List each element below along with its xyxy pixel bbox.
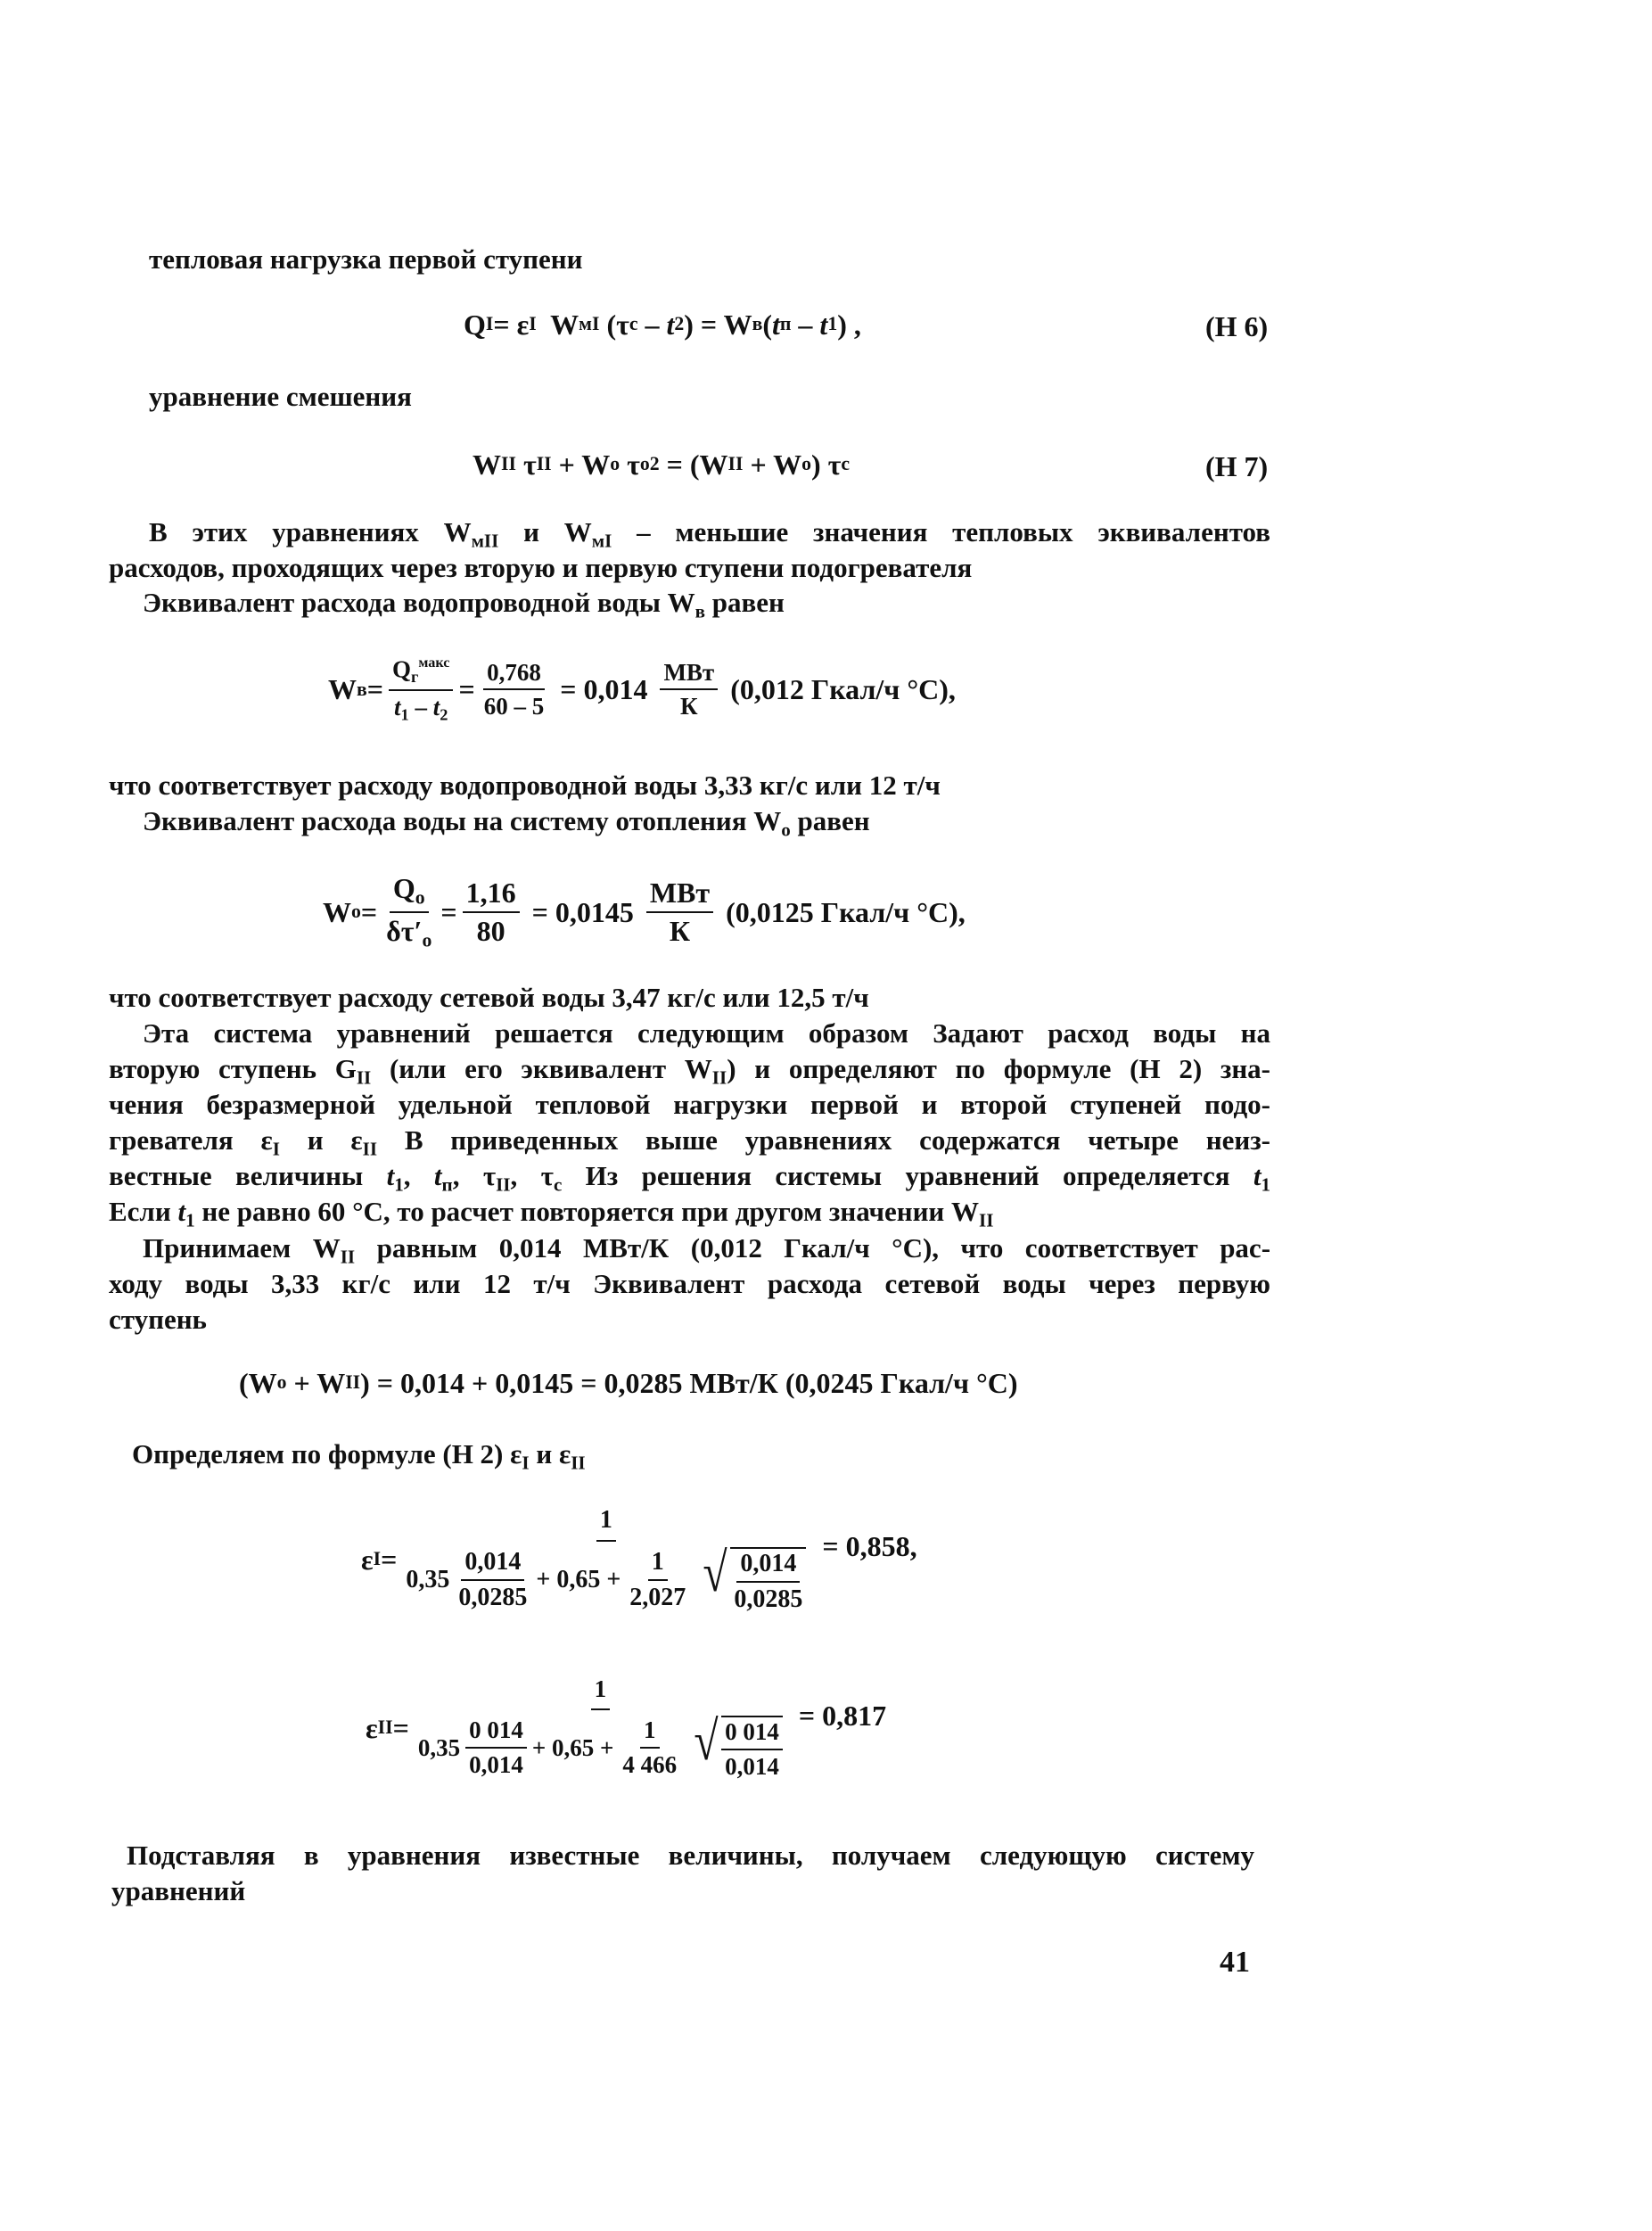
- text: равным 0,014 МВт/К (0,012 Гкал/ч °С), что соответствует рас-: [355, 1232, 1271, 1264]
- eq-part: = 0,817: [791, 1700, 887, 1732]
- eq-part: δτ′: [386, 915, 423, 948]
- eq-part: = ε: [493, 309, 530, 341]
- fraction: [389, 655, 453, 724]
- eq-sub: о: [610, 453, 621, 475]
- eq-part: (W: [239, 1367, 277, 1399]
- text-line: [149, 380, 412, 413]
- eq-part: К: [680, 693, 698, 720]
- text-line: [143, 1231, 1270, 1269]
- eq-sub: 1: [827, 313, 838, 335]
- eq-part: 1: [648, 1549, 668, 1580]
- text-sub: II: [340, 1246, 356, 1268]
- text: ) и определяют по формуле (Н 2) зна-: [727, 1053, 1271, 1084]
- equation-wv: W в = $\frac{Q_г^{макс}}{t_1 - t_2}$ = $\frac{0,768}{60 - 5}$ = 0,014 $\frac{\text{МВт}}{К}$ (0,012 Гкал/ч °С),: [328, 654, 956, 724]
- eq-sub: п: [779, 313, 792, 335]
- eq-var: t: [666, 309, 675, 341]
- eq-part: τ: [515, 449, 537, 481]
- eq-part: ) τ: [811, 449, 842, 481]
- eq-part: =: [392, 1711, 409, 1744]
- eq-part: –: [791, 309, 820, 341]
- text: Эквивалент расхода водопроводной воды W: [143, 587, 695, 618]
- text-sub: II: [979, 1209, 994, 1231]
- eq-sub: о2: [639, 453, 660, 475]
- page-number: 41: [1220, 1946, 1250, 1979]
- eq-part: W: [536, 309, 579, 341]
- eq-part: + 0,65 +: [531, 1733, 614, 1761]
- eq-sub: 2: [440, 705, 448, 724]
- eq-part: ε: [366, 1711, 378, 1744]
- eq-sub: мI: [579, 313, 600, 335]
- eq-part: (0,012 Гкал/ч °С),: [723, 673, 956, 706]
- text: – меньшие значения тепловых эквивалентов: [612, 516, 1270, 547]
- text-sub: II: [571, 1452, 586, 1474]
- equation-h6: [464, 310, 861, 339]
- eq-part: 0 014: [465, 1717, 527, 1748]
- text: гревателя ε: [109, 1124, 273, 1156]
- eq-sub: г: [411, 667, 419, 686]
- eq-sub: о: [351, 901, 361, 923]
- eq-part: = 0,014: [553, 673, 655, 706]
- text: Определяем по формуле (Н 2) ε: [132, 1438, 522, 1469]
- eq-part: =: [360, 896, 378, 929]
- eq-part: 0,0285: [458, 1583, 528, 1611]
- eq-part: τ: [620, 449, 640, 481]
- equation-eps2: [366, 1676, 886, 1779]
- eq-part: + W: [743, 449, 802, 481]
- eq-part: = 0,0145: [524, 896, 641, 929]
- eq-part: ) = 0,014 + 0,0145 = 0,0285 МВт/К (0,0245 Гкал/ч °С): [360, 1367, 1018, 1399]
- eq-sub: о: [422, 929, 432, 951]
- text: расходов, проходящих через вторую и первую ступени подогревателя: [109, 552, 973, 583]
- eq-part: ) ,: [837, 309, 861, 341]
- text: ,: [510, 1160, 541, 1191]
- eq-part: W: [328, 673, 357, 706]
- text: Эта система уравнений решается следующим образом Задают расход воды на: [143, 1017, 1270, 1049]
- fraction: [415, 1676, 786, 1779]
- fraction: [481, 660, 548, 720]
- fraction: [465, 1717, 527, 1777]
- text: ступень: [109, 1304, 207, 1335]
- fraction: [619, 1717, 680, 1777]
- text-line: [111, 1874, 245, 1907]
- text-sub: мII: [471, 530, 499, 552]
- eq-var: t: [394, 694, 401, 721]
- eq-sub: I: [373, 1548, 382, 1570]
- text-line: [109, 551, 972, 584]
- text-var: t: [177, 1196, 186, 1227]
- eq-part: 0,014: [461, 1549, 524, 1580]
- eq-part: К: [669, 915, 691, 948]
- fraction: [626, 1549, 689, 1610]
- text-line: [109, 1088, 1270, 1121]
- eq-part: МВт: [646, 878, 713, 914]
- eq-part: Q: [391, 655, 411, 683]
- eq-part: 0,0285: [734, 1585, 803, 1613]
- eq-part: 1: [591, 1676, 611, 1710]
- fraction: [721, 1719, 783, 1779]
- eq-sub: I: [485, 313, 494, 335]
- eq-part: =: [381, 1544, 398, 1577]
- eq-part: W: [473, 449, 501, 481]
- text-line: [149, 243, 583, 276]
- eq-part: 0,35: [417, 1733, 461, 1761]
- eq-sub: 2: [674, 313, 685, 335]
- text: ходу воды 3,33 кг/с или 12 т/ч Эквивалент расхода сетевой воды через первую: [109, 1268, 1270, 1299]
- eq-sub: с: [841, 453, 851, 475]
- fraction: [463, 878, 520, 947]
- text-line: [109, 1159, 1270, 1197]
- text-sub: I: [522, 1452, 530, 1474]
- text: ,: [452, 1160, 483, 1191]
- text-line: [109, 1267, 1270, 1300]
- eq-part: (τ: [599, 309, 629, 341]
- text-line: [143, 1017, 1270, 1050]
- text: ,: [403, 1160, 434, 1191]
- text: не равно 60 °С, то расчет повторяется при другом значении W: [194, 1196, 980, 1227]
- text: вторую ступень G: [109, 1053, 357, 1084]
- text-var: t: [386, 1160, 395, 1191]
- eq-part: 0,014: [469, 1750, 523, 1778]
- eq-part: = 0,858,: [815, 1530, 917, 1562]
- text: уравнений: [111, 1875, 246, 1906]
- eq-part: + 0,65 +: [536, 1566, 621, 1594]
- text-line: [109, 1124, 1270, 1161]
- text: чения безразмерной удельной тепловой нагрузки первой и второй ступеней подо-: [109, 1089, 1270, 1120]
- text: равен: [790, 805, 870, 836]
- text: равен: [705, 587, 785, 618]
- eq-sub: 1: [400, 705, 409, 724]
- text: что соответствует расходу сетевой воды 3,47 кг/с или 12,5 т/ч: [109, 982, 869, 1013]
- eq-sup: макс: [418, 654, 450, 671]
- eq-part: (: [762, 309, 772, 341]
- equation-h7: [473, 450, 850, 479]
- text: Из решения системы уравнений определяется: [562, 1160, 1253, 1191]
- eq-sub: с: [629, 313, 638, 335]
- eq-part: Q: [392, 872, 415, 904]
- fraction: [402, 1507, 810, 1612]
- text-sub: 1: [394, 1173, 404, 1196]
- equation-wo: W о = $\frac{Q_о}{\delta\tau'_о}$ = $\frac{1,16}{80}$ = 0,0145 $\frac{\text{МВт}}{К}$ (0,0125 Гкал/ч °С),: [323, 872, 966, 951]
- square-root: √ $\frac{0,014}{0,0285}$: [700, 1547, 806, 1612]
- text-sub: мI: [591, 530, 612, 552]
- eq-var: t: [771, 309, 780, 341]
- fraction: [646, 878, 713, 947]
- eq-sub: в: [357, 678, 367, 700]
- eq-part: –: [637, 309, 667, 341]
- eq-part: 0 014: [721, 1719, 783, 1749]
- eq-part: 2,027: [629, 1583, 686, 1611]
- text-sub: п: [441, 1173, 453, 1196]
- text-sub: II: [496, 1173, 511, 1196]
- equation-sum: [239, 1369, 1018, 1397]
- text: и ε: [279, 1124, 363, 1156]
- fraction: [730, 1551, 806, 1612]
- text-line: [109, 981, 869, 1014]
- eq-part: + W: [551, 449, 611, 481]
- text: В этих уравнениях W: [149, 516, 472, 547]
- eq-part: 1: [640, 1717, 660, 1748]
- text-var: t: [1253, 1160, 1262, 1191]
- eq-part: 1: [596, 1507, 616, 1542]
- eq-sub: II: [345, 1371, 361, 1394]
- text-sub: 1: [185, 1209, 195, 1231]
- text-line: [143, 804, 870, 842]
- eq-part: МВт: [660, 660, 718, 690]
- eq-part: W: [323, 896, 351, 929]
- text: Если: [109, 1196, 178, 1227]
- text-line: [109, 1052, 1270, 1090]
- eq-part: –: [408, 694, 433, 721]
- eq-part: ) = W: [684, 309, 752, 341]
- text-sub: с: [553, 1173, 563, 1196]
- text: Подставляя в уравнения известные величины, получаем следующую систему: [127, 1840, 1254, 1871]
- eq-sub: II: [501, 453, 516, 475]
- text: τ: [482, 1160, 497, 1191]
- text: что соответствует расходу водопроводной воды 3,33 кг/с или 12 т/ч: [109, 770, 941, 801]
- fraction: [382, 874, 435, 951]
- eq-sub: I: [529, 313, 537, 335]
- eq-part: 0,35: [406, 1566, 450, 1594]
- text-sub: II: [711, 1066, 727, 1089]
- square-root: √ $\frac{0 014}{0,014}$: [691, 1716, 783, 1779]
- eq-part: = (W: [659, 449, 728, 481]
- eq-sub: II: [377, 1716, 393, 1738]
- text: и ε: [529, 1438, 571, 1469]
- eq-sub: о: [415, 886, 425, 909]
- eq-part: 0,014: [725, 1752, 779, 1780]
- eq-sub: II: [536, 453, 552, 475]
- eq-part: + W: [286, 1367, 346, 1399]
- eq-part: 60 – 5: [483, 693, 545, 720]
- eq-part: 0,768: [483, 660, 545, 690]
- eq-part: ε: [361, 1544, 374, 1577]
- eq-part: 4 466: [622, 1750, 678, 1778]
- text: вестные величины: [109, 1160, 387, 1191]
- eq-part: Q: [464, 309, 486, 341]
- text-line: [143, 586, 785, 623]
- text: и W: [498, 516, 592, 547]
- text-sub: I: [272, 1138, 280, 1160]
- text-sub: в: [694, 600, 706, 622]
- text: τ: [540, 1160, 554, 1191]
- eq-var: t: [819, 309, 828, 341]
- text: В приведенных выше уравнениях содержатся четыре неиз-: [377, 1124, 1270, 1156]
- text: Принимаем W: [143, 1232, 341, 1264]
- eq-part: 1,16: [463, 878, 520, 914]
- text: уравнение смешения: [149, 381, 412, 412]
- fraction: [455, 1549, 530, 1610]
- eq-part: (0,0125 Гкал/ч °С),: [719, 896, 966, 929]
- equation-eps1: [361, 1507, 917, 1612]
- text-line: [109, 1195, 993, 1232]
- text-sub: о: [781, 819, 791, 841]
- text: тепловая нагрузка первой ступени: [149, 243, 583, 275]
- fraction: [660, 660, 718, 720]
- text-line: [149, 515, 1270, 553]
- text-sub: 1: [1261, 1173, 1271, 1196]
- eq-sub: о: [276, 1371, 287, 1394]
- text-sub: II: [356, 1066, 372, 1089]
- eq-part: 0,014: [736, 1551, 800, 1582]
- text-line: [109, 769, 941, 802]
- eq-sub: II: [727, 453, 744, 475]
- text-sub: II: [362, 1138, 378, 1160]
- eq-part: =: [366, 673, 383, 706]
- eq-sub: в: [752, 313, 763, 335]
- eq-var: t: [432, 694, 440, 721]
- text-var: t: [433, 1160, 442, 1191]
- text: Эквивалент расхода воды на систему отопления W: [143, 805, 782, 836]
- text-line: [127, 1839, 1254, 1872]
- equation-number-h6: (Н 6): [1205, 310, 1269, 342]
- eq-part: 80: [476, 915, 505, 948]
- text: (или его эквивалент W: [371, 1053, 712, 1084]
- eq-sub: о: [801, 453, 812, 475]
- equation-number-h7: (Н 7): [1205, 450, 1269, 482]
- text-line: [109, 1303, 207, 1336]
- text-line: [132, 1437, 586, 1475]
